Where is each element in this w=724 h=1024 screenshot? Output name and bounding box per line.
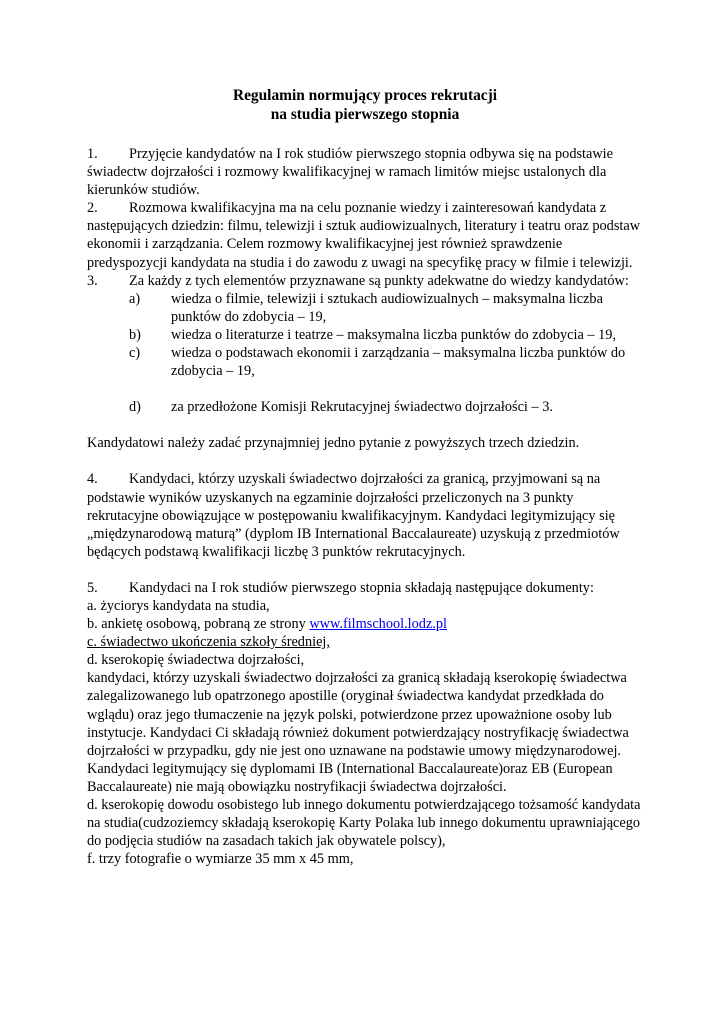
paragraph-1 — [87, 145, 643, 199]
paragraph-3-text: Za każdy z tych elementów przyznawane są punkty adekwatne do wiedzy kandydatów: — [129, 272, 629, 289]
document-item-b-text: b. ankietę osobową, pobraną ze strony — [87, 616, 310, 633]
paragraph-5 — [87, 579, 643, 597]
list-item — [129, 290, 643, 326]
spacer — [87, 416, 643, 434]
paragraph-5-number: 5. — [87, 579, 98, 596]
paragraph-2 — [87, 199, 643, 271]
list-item-letter: d) — [129, 399, 141, 416]
list-item-letter: b) — [129, 326, 141, 343]
document-title-line-2: na studia pierwszego stopnia — [270, 106, 460, 123]
paragraph-4-number: 4. — [87, 471, 98, 488]
list-item-letter: a) — [129, 290, 141, 307]
paragraph-1-text: Przyjęcie kandydatów na I rok studiów pierwszego stopnia odbywa się na podstawie świadectw dojrzałości i rozmowy kwalifikacyjnej w ramach limitów miejsc ustalonych dla kierunków studiów. — [87, 146, 613, 199]
document-item-d: d. kserokopię świadectwa dojrzałości, — [87, 652, 305, 669]
foreign-candidates-note: kandydaci, którzy uzyskali świadectwo dojrzałości za granicą składają kserokopię świadectwa zalegalizowanego lub opatrzonego apostille (oryginał świadectwa kandydat przedkłada do wglądu) oraz jego tłumaczenie na język polski, potwierdzone przez upoważnione osoby lub instytucje. Kandydaci Ci składają również dokument potwierdzający nostryfikację świadectwa dojrzałości w przypadku, gdy nie jest ono uznawane na podstawie umowy międzynarodowej. Kandydaci legitymujący się dyplomami IB (International Baccalaureate)oraz EB (European Baccalaureate) nie mają obowiązku nostryfikacji świadectwa dojrzałości. — [87, 670, 629, 795]
paragraph-3 — [87, 272, 643, 290]
document-item-a: a. życiorys kandydata na studia, — [87, 597, 270, 614]
title-block — [87, 86, 643, 124]
list-item-text: wiedza o filmie, telewizji i sztukach audiowizualnych – maksymalna liczba punktów do zdobycia – 19, — [171, 290, 603, 325]
paragraph-1-number: 1. — [87, 146, 98, 162]
document-title-line-1: Regulamin normujący proces rekrutacji — [232, 87, 498, 104]
document-item-f: f. trzy fotografie o wymiarze 35 mm x 45 mm, — [87, 851, 354, 868]
spacer — [87, 452, 643, 470]
document-item-b — [87, 615, 643, 633]
document-item-d2: d. kserokopię dowodu osobistego lub innego dokumentu potwierdzającego tożsamość kandydata na studia(cudzoziemcy składają kserokopię Karty Polaka lub innego dokumentu uprawniającego do podjęcia studiów na zasadach takich jak obywatele polscy), — [87, 797, 641, 850]
paragraph-2-text: Rozmowa kwalifikacyjna ma na celu poznanie wiedzy i zainteresowań kandydata z następujących dziedzin: filmu, telewizji i sztuk audiowizualnych, literatury i teatru oraz podstaw ekonomii i zarządzania. Celem rozmowy kwalifikacyjnej jest również sprawdzenie predyspozycji kandydata na studia i do zawodu z uwagi na specyfikę pracy w filmie i telewizji. — [87, 200, 641, 271]
list-item — [129, 344, 643, 380]
document-page — [87, 86, 643, 868]
paragraph-4-text: Kandydaci, którzy uzyskali świadectwo dojrzałości za granicą, przyjmowani są na podstawie wyników uzyskanych na egzaminie dojrzałości przeliczonych na 3 punkty rekrutacyjne obowiązujące w postępowaniu kwalifikacyjnym. Kandydaci legitymizujący się „międzynarodową maturą” (dyplom IB International Baccalaureate) uzyskują z przedmiotów będących podstawą kwalifikacji liczbę 3 punktów rekrutacyjnych. — [87, 471, 620, 560]
list-item — [129, 398, 643, 416]
list-item-text: wiedza o literaturze i teatrze – maksymalna liczba punktów do zdobycia – 19, — [171, 326, 617, 343]
paragraph-3-note: Kandydatowi należy zadać przynajmniej jedno pytanie z powyższych trzech dziedzin. — [87, 435, 580, 452]
paragraph-3-number: 3. — [87, 272, 98, 289]
list-item — [129, 326, 643, 344]
list-item-text: wiedza o podstawach ekonomii i zarządzania – maksymalna liczba punktów do zdobycia – 19, — [171, 345, 626, 380]
paragraph-5-text: Kandydaci na I rok studiów pierwszego stopnia składają następujące dokumenty: — [129, 579, 594, 596]
document-item-c: c. świadectwo ukończenia szkoły średniej, — [87, 634, 330, 651]
list-item-text: za przedłożone Komisji Rekrutacyjnej świadectwo dojrzałości – 3. — [171, 399, 553, 416]
spacer — [87, 380, 643, 398]
spacer — [87, 561, 643, 579]
paragraph-2-number: 2. — [87, 200, 98, 217]
filmschool-link[interactable]: www.filmschool.lodz.pl — [309, 616, 447, 633]
paragraph-4 — [87, 470, 643, 560]
list-item-letter: c) — [129, 345, 141, 362]
